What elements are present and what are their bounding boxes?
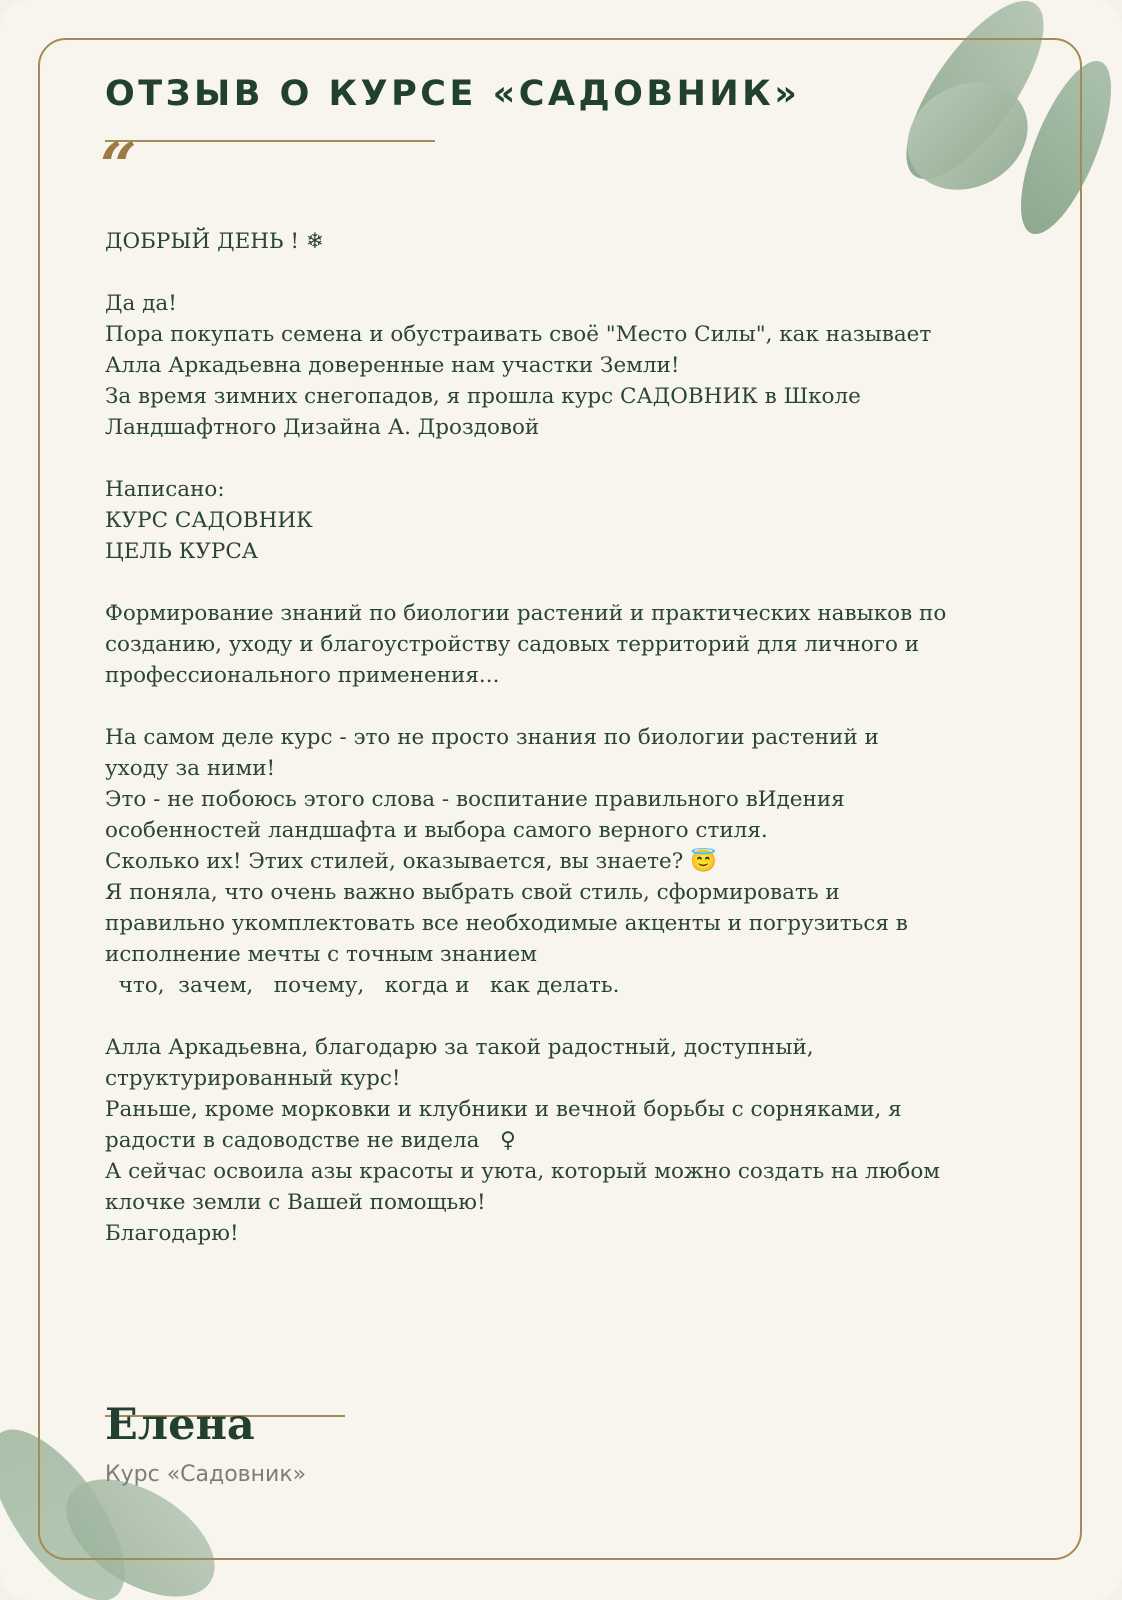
review-line: особенностей ландшафта и выбора самого верного стиля.: [105, 818, 768, 843]
review-line: КУРС САДОВНИК: [105, 508, 313, 533]
paragraph-gap: [105, 691, 985, 722]
review-line: Написано:: [105, 477, 225, 502]
title-underline: [105, 140, 435, 142]
review-line: профессионального применения...: [105, 663, 500, 688]
review-line: радости в садоводстве не видела ♀: [105, 1128, 516, 1153]
review-line: правильно укомплектовать все необходимые акценты и погрузиться в: [105, 911, 908, 936]
review-line: А сейчас освоила азы красоты и уюта, который можно создать на любом: [105, 1159, 941, 1184]
paragraph-gap: [105, 443, 985, 474]
review-line: На самом деле курс - это не просто знания по биологии растений и: [105, 725, 879, 750]
review-line: Раньше, кроме морковки и клубники и вечной борьбы с сорняками, я: [105, 1097, 902, 1122]
paragraph-gap: [105, 1001, 985, 1032]
review-line: За время зимних снегопадов, я прошла курс САДОВНИК в Школе: [105, 384, 861, 409]
review-line: Да да!: [105, 291, 177, 316]
review-line: клочке земли с Вашей помощью!: [105, 1190, 486, 1215]
review-line: структурированный курс!: [105, 1066, 401, 1091]
author-name: Елена: [105, 1400, 255, 1450]
author-course: Курс «Садовник»: [105, 1462, 307, 1487]
page-title: ОТЗЫВ О КУРСЕ «САДОВНИК»: [105, 74, 801, 114]
review-line: созданию, уходу и благоустройству садовых территорий для личного и: [105, 632, 920, 657]
quote-icon: “: [100, 129, 137, 204]
review-line: Сколько их! Этих стилей, оказывается, вы знаете? 😇: [105, 849, 717, 874]
review-line: Ландшафтного Дизайна А. Дроздовой: [105, 415, 540, 440]
review-line: исполнение мечты с точным знанием: [105, 942, 537, 967]
review-line: Я поняла, что очень важно выбрать свой стиль, сформировать и: [105, 880, 840, 905]
review-line: Пора покупать семена и обустраивать своё "Место Силы", как называет: [105, 322, 932, 347]
review-line: Это - не побоюсь этого слова - воспитание правильного вИдения: [105, 787, 845, 812]
paragraph-gap: [105, 257, 985, 288]
paragraph-gap: [105, 567, 985, 598]
review-line: Алла Аркадьевна доверенные нам участки Земли!: [105, 353, 680, 378]
review-text: [105, 226, 985, 1249]
review-line: что, зачем, почему, когда и как делать.: [105, 973, 620, 998]
review-line: ДОБРЫЙ ДЕНЬ ! ❄: [105, 229, 324, 254]
review-line: Формирование знаний по биологии растений и практических навыков по: [105, 601, 947, 626]
review-line: Благодарю!: [105, 1221, 239, 1246]
review-line: Алла Аркадьевна, благодарю за такой радостный, доступный,: [105, 1035, 814, 1060]
review-line: уходу за ними!: [105, 756, 276, 781]
review-line: ЦЕЛЬ КУРСА: [105, 539, 259, 564]
